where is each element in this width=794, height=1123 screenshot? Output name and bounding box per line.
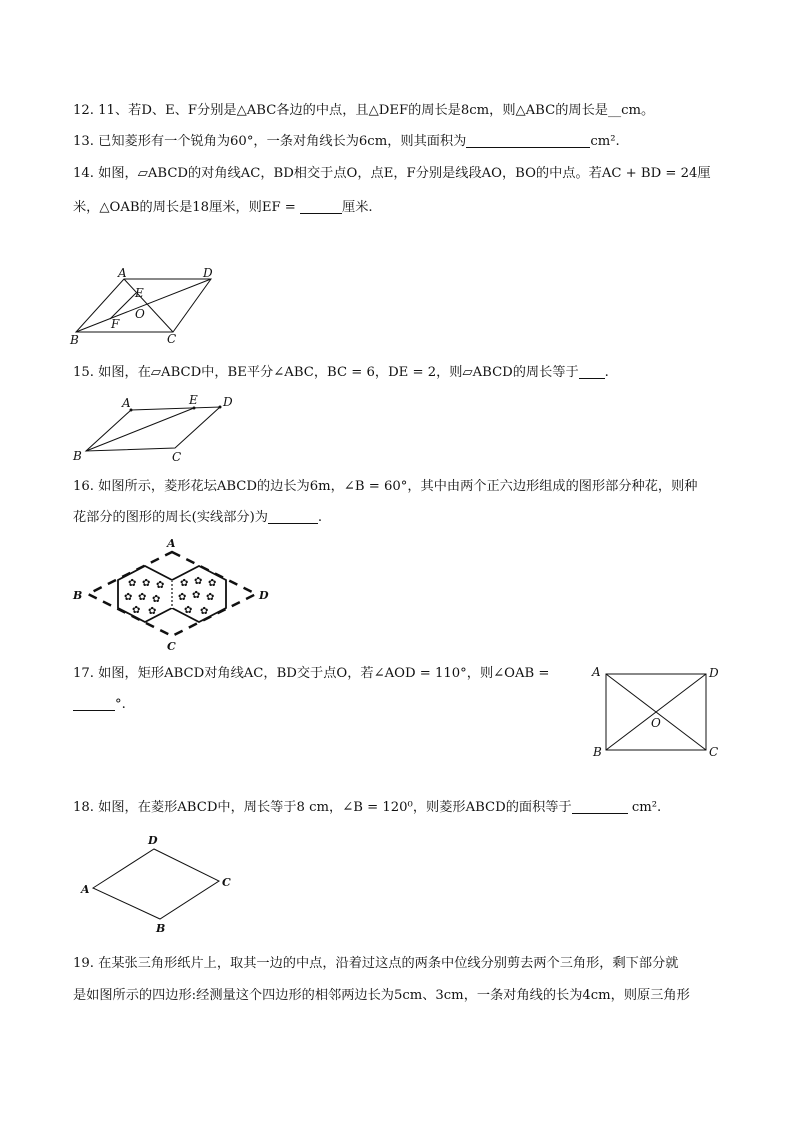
question-14-text: 14. 如图，▱ABCD的对角线AC，BD相交于点O，点E，F分别是线段AO，BO的中点。若AC + BD = 24厘 bbox=[73, 166, 711, 181]
label-f: F bbox=[111, 317, 120, 331]
answer-blank-14[interactable] bbox=[300, 199, 342, 214]
question-17-end: °. bbox=[115, 697, 126, 712]
question-18-unit: cm². bbox=[631, 800, 662, 815]
answer-blank-18[interactable] bbox=[572, 799, 628, 814]
label-b: B bbox=[593, 745, 602, 759]
label-c: C bbox=[709, 745, 719, 759]
question-19-text-2: 是如图所示的四边形:经测量这个四边形的相邻两边长为5cm、3cm，一条对角线的长为4cm，则原三角形 bbox=[73, 988, 690, 1003]
flower-icon: ✿ bbox=[156, 580, 165, 591]
answer-blank-13[interactable] bbox=[466, 133, 590, 148]
flower-icon: ✿ bbox=[194, 576, 203, 587]
label-d: D bbox=[203, 266, 213, 280]
question-19-text: 19. 在某张三角形纸片上，取其一边的中点，沿着过这点的两条中位线分别剪去两个三角形，剩下部分就 bbox=[73, 956, 679, 971]
question-16-line-1 bbox=[73, 477, 697, 497]
label-b: B bbox=[156, 922, 166, 935]
question-12-text: 12. 11、若D、E、F分别是△ABC各边的中点，且△DEF的周长是8cm，则△ABC的周长是__cm。 bbox=[73, 103, 655, 118]
question-12 bbox=[73, 101, 654, 121]
rhombus-abcd bbox=[93, 849, 219, 919]
question-16-end: . bbox=[317, 510, 323, 525]
question-14-unit: 厘米. bbox=[342, 200, 373, 215]
label-d: D bbox=[709, 666, 719, 680]
flower-icon: ✿ bbox=[152, 594, 161, 605]
diagonal-ac bbox=[124, 279, 173, 332]
figure-14-parallelogram bbox=[66, 266, 226, 346]
flower-icon: ✿ bbox=[200, 606, 209, 617]
flower-icon: ✿ bbox=[208, 578, 217, 589]
label-b: B bbox=[73, 449, 82, 463]
answer-blank-17[interactable] bbox=[73, 696, 115, 711]
question-14-line-2 bbox=[73, 198, 373, 218]
label-d: D bbox=[148, 834, 158, 847]
label-c: C bbox=[172, 450, 182, 464]
label-a: A bbox=[167, 537, 176, 550]
parallelogram-abcd bbox=[86, 407, 220, 451]
question-13 bbox=[73, 132, 620, 152]
label-e: E bbox=[189, 393, 198, 407]
question-19-line-2 bbox=[73, 986, 690, 1006]
question-13-unit: cm². bbox=[590, 134, 620, 149]
figure-15-parallelogram bbox=[66, 392, 246, 472]
flower-icon: ✿ bbox=[138, 592, 147, 603]
question-15-text: 15. 如图，在▱ABCD中，BE平分∠ABC，BC = 6，DE = 2，则▱ABCD的周长等于 bbox=[73, 365, 579, 380]
flower-icon: ✿ bbox=[148, 606, 157, 617]
question-16-text: 16. 如图所示，菱形花坛ABCD的边长为6m，∠B = 60°，其中由两个正六边形组成的图形部分种花，则种 bbox=[73, 479, 698, 494]
bisector-be bbox=[86, 408, 194, 451]
label-c: C bbox=[167, 332, 177, 346]
question-16-line-2 bbox=[73, 508, 322, 528]
label-a: A bbox=[122, 396, 131, 410]
question-15-end: . bbox=[604, 365, 609, 380]
question-15 bbox=[73, 363, 609, 383]
label-d: D bbox=[259, 589, 269, 602]
flower-icon: ✿ bbox=[128, 578, 137, 589]
flower-icon: ✿ bbox=[184, 605, 193, 616]
question-13-text: 13. 已知菱形有一个锐角为60°，一条对角线长为6cm，则其面积为 bbox=[73, 134, 467, 149]
question-18 bbox=[73, 798, 661, 818]
answer-blank-15[interactable] bbox=[579, 364, 605, 379]
question-14-line-1 bbox=[73, 164, 711, 184]
question-18-text: 18. 如图，在菱形ABCD中，周长等于8 cm，∠B = 120⁰，则菱形ABCD的面积等于 bbox=[73, 800, 572, 815]
figure-17-rectangle bbox=[586, 660, 726, 764]
segment-ef bbox=[110, 293, 136, 319]
question-14-text-2: 米，△OAB的周长是18厘米，则EF = bbox=[73, 200, 296, 215]
label-a: A bbox=[118, 266, 127, 280]
label-c: C bbox=[222, 876, 231, 889]
label-b: B bbox=[73, 589, 83, 602]
label-a: A bbox=[592, 665, 601, 679]
answer-blank-16[interactable] bbox=[268, 509, 318, 524]
flower-icon: ✿ bbox=[124, 592, 133, 603]
label-e: E bbox=[135, 286, 144, 300]
label-a: A bbox=[81, 883, 90, 896]
label-b: B bbox=[70, 333, 79, 346]
flower-icon: ✿ bbox=[142, 578, 151, 589]
flower-icon: ✿ bbox=[180, 578, 189, 589]
question-16-text-2: 花部分的图形的周长(实线部分)为 bbox=[73, 510, 268, 525]
question-17-text: 17. 如图，矩形ABCD对角线AC，BD交于点O，若∠AOD = 110°，则∠OAB = bbox=[73, 666, 550, 681]
question-17-line-1 bbox=[73, 664, 549, 684]
label-o: O bbox=[651, 716, 661, 730]
label-o: O bbox=[135, 307, 145, 321]
question-17-line-2 bbox=[73, 695, 126, 715]
label-c: C bbox=[167, 640, 176, 653]
figure-18-rhombus bbox=[76, 832, 246, 936]
figure-16-rhombus-garden bbox=[66, 536, 276, 654]
flower-icon: ✿ bbox=[206, 592, 215, 603]
flower-icon: ✿ bbox=[192, 590, 201, 601]
flower-icon: ✿ bbox=[178, 592, 187, 603]
flower-icon: ✿ bbox=[132, 605, 141, 616]
point-d bbox=[219, 406, 222, 409]
label-d: D bbox=[223, 395, 233, 409]
question-19-line-1 bbox=[73, 954, 678, 974]
